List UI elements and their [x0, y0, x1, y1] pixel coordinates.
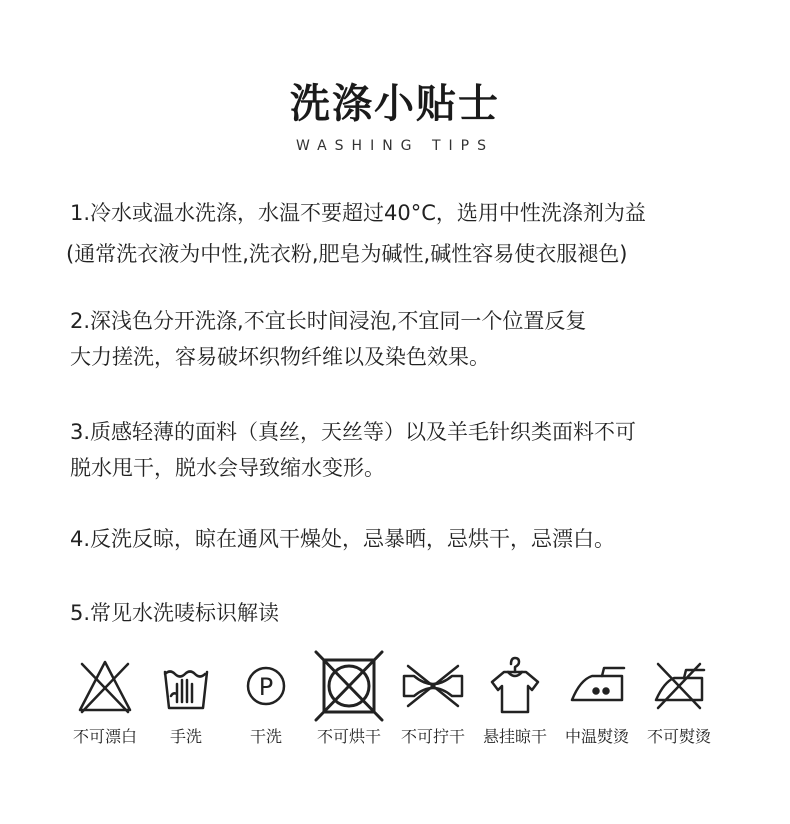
- no-tumble-dry-label: 不可烘干: [316, 727, 381, 746]
- no-iron-label: 不可熨烫: [646, 727, 711, 746]
- tip-3-line-2: 脱水甩干，脱水会导致缩水变形。: [70, 456, 385, 480]
- svg-text:P: P: [258, 673, 274, 701]
- tip-5-line-1: 5.常见水洗唛标识解读: [70, 601, 280, 625]
- tip-2-line-2: 大力搓洗，容易破坏织物纤维以及染色效果。: [70, 345, 490, 369]
- hand-wash-label: 手洗: [169, 727, 202, 746]
- no-wring-icon: [394, 650, 472, 722]
- no-bleach-icon: [66, 650, 144, 722]
- hang-dry-icon: [476, 650, 554, 722]
- no-tumble-dry-icon: [310, 650, 388, 722]
- tip-2-line-1: 2.深浅色分开洗涤,不宜长时间浸泡,不宜同一个位置反复: [70, 309, 587, 333]
- tip-1-line-1: 1.冷水或温水洗涤，水温不要超过40°C，选用中性洗涤剂为益: [70, 201, 646, 225]
- page-title: 洗涤小贴士: [290, 81, 500, 127]
- dry-clean-label: 干洗: [249, 727, 282, 746]
- tip-1-line-2: (通常洗衣液为中性,洗衣粉,肥皂为碱性,碱性容易使衣服褪色): [66, 242, 628, 266]
- hand-wash-icon: [147, 650, 225, 722]
- hang-dry-label: 悬挂晾干: [482, 727, 547, 746]
- dry-clean-icon: [227, 650, 305, 722]
- iron-medium-label: 中温熨烫: [564, 727, 629, 746]
- no-wring-label: 不可拧干: [400, 727, 465, 746]
- no-bleach-label: 不可漂白: [72, 727, 137, 746]
- tip-3-line-1: 3.质感轻薄的面料（真丝，天丝等）以及羊毛针织类面料不可: [70, 420, 637, 444]
- no-iron-icon: [640, 650, 718, 722]
- page-subtitle: WASHING TIPS: [296, 138, 494, 154]
- tip-4-line-1: 4.反洗反晾，晾在通风干燥处，忌暴晒，忌烘干，忌漂白。: [70, 527, 616, 551]
- iron-medium-icon: [558, 650, 636, 722]
